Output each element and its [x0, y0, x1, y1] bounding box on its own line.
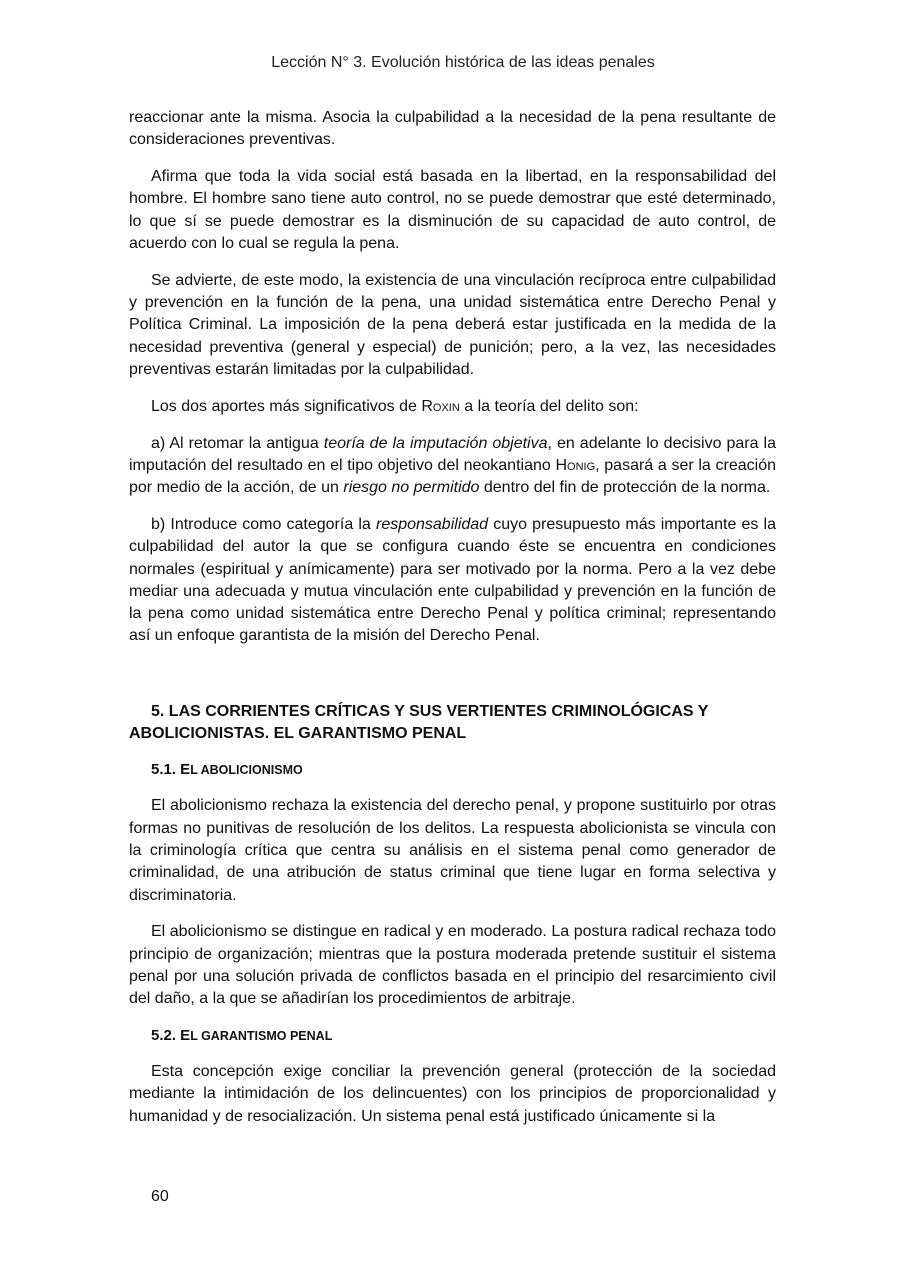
subheading-number: 5.2. E — [151, 1027, 191, 1044]
emphasis-responsabilidad: responsabilidad — [375, 515, 489, 533]
paragraph-item-b — [129, 514, 776, 648]
paragraph-item-a — [129, 433, 776, 500]
emphasis-imputacion-objetiva: teoría de la imputación objetiva — [323, 434, 548, 452]
emphasis-riesgo-no-permitido: riesgo no permitido — [343, 479, 480, 497]
body-text — [129, 107, 776, 1142]
section-heading: 5. LAS CORRIENTES CRÍTICAS Y SUS VERTIENTES CRIMINOLÓGICAS Y ABOLICIONISTAS. EL GARANTISMO PENAL — [129, 702, 709, 743]
subheading-number: 5.1. E — [151, 761, 191, 779]
text-run: , en adelante lo decisivo para la imputación del resultado en el tipo objetivo del neokantiano — [129, 434, 776, 474]
paragraph-continuation: reaccionar ante la misma. Asocia la culpabilidad a la necesidad de la pena resultante de consideraciones preventivas. — [129, 109, 776, 149]
paragraph-garantismo-1: Esta concepción exige conciliar la prevención general (protección de la sociedad mediante la intimidación de los delincuentes) con los principios de proporcionalidad y humanidad y de resocialización. Un sistema penal está justificado únicamente si la — [129, 1063, 776, 1125]
text-run: , pasará a ser la creación por medio de la acción, de un — [129, 456, 776, 497]
text-run: dentro del fin de protección de la norma. — [479, 479, 771, 497]
paragraph-aportes-roxin — [129, 396, 776, 418]
paragraph-abolicionismo-1: El abolicionismo rechaza la existencia del derecho penal, y propone sustituirlo por otras formas no punitivas de resolución de los delitos. La respuesta abolicionista se vincula con la criminología crítica que centra su análisis en el sistema penal como generador de criminalidad, de una atribución de status criminal que tiene lugar en forma selectiva y discriminatoria. — [129, 797, 776, 904]
subheading-title: L GARANTISMO PENAL — [190, 1029, 333, 1043]
page-number: 60 — [151, 1188, 169, 1205]
text-run: b) Introduce como categoría la — [151, 515, 376, 533]
paragraph-vinculacion: Se advierte, de este modo, la existencia de una vinculación recíproca entre culpabilidad y prevención en la función de la pena, una unidad sistemática entre Derecho Penal y Política Criminal. La imposición de la pena deberá estar justificada en la medida de la necesidad preventiva (general y especial) de punición; pero, a la vez, las necesidades preventivas estarán limitadas por la culpabilidad. — [129, 271, 776, 378]
subheading-garantismo — [129, 1025, 776, 1047]
subheading-title: L ABOLICIONISMO — [190, 763, 303, 778]
text-run: cuyo presupuesto más importante es la culpabilidad del autor la que se configura cuando éste se encuentra en condiciones normales (espiritual y anímicamente) para ser motivado por la norma. Pero a la vez debe mediar una adecuada y mutua vinculación ente culpabilidad y prevención en la función de la pena como unidad sistemática entre Derecho Penal y política criminal; representando así un enfoque garantista de la misión del Derecho Penal. — [129, 515, 777, 645]
author-name-roxin: Roxin — [421, 397, 460, 415]
author-name-honig: Honig — [555, 456, 596, 474]
paragraph-libertad: Afirma que toda la vida social está basada en la libertad, en la responsabilidad del hombre. El hombre sano tiene auto control, no se puede demostrar que esté determinado, lo que sí se puede demostrar es la disminución de su capacidad de auto control, de acuerdo con lo cual se regula la pena. — [129, 168, 776, 252]
subheading-abolicionismo — [129, 759, 776, 781]
text-run: a la teoría del delito son: — [459, 397, 639, 415]
running-header: Lección N° 3. Evolución histórica de las ideas penales — [271, 54, 655, 71]
text-run: Los dos aportes más significativos de — [151, 397, 422, 415]
text-run: a) Al retomar la antigua — [151, 434, 324, 452]
paragraph-abolicionismo-2: El abolicionismo se distingue en radical y en moderado. La postura radical rechaza todo principio de organización; mientras que la postura moderada pretende sustituir el sistema penal por una solución privada de conflictos basada en el principio del resarcimiento civil del daño, a la que se añadirían los procedimientos de arbitraje. — [129, 923, 776, 1008]
